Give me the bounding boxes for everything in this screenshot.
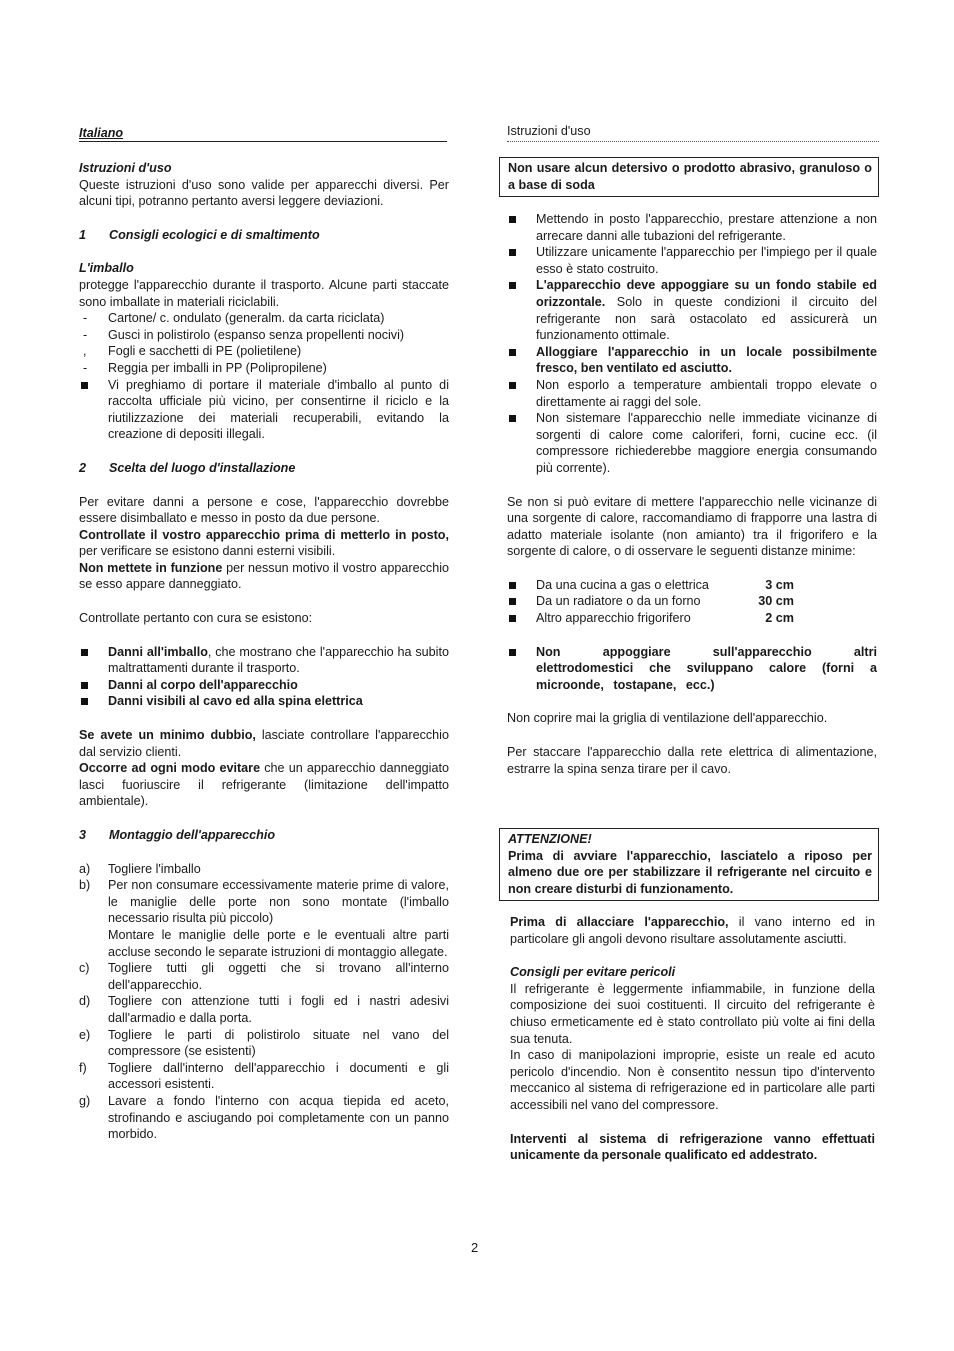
list-item: - Gusci in polistirolo (espanso senza propellenti nocivi): [83, 327, 405, 342]
list-item: - Cartone/ c. ondulato (generalm. da carta riciclata): [83, 311, 385, 326]
list-item: Non esporlo a temperature ambientali troppo elevate o direttamente ai raggi del sole.: [507, 377, 877, 410]
list-item: Da un radiatore o da un forno 30 cm: [507, 593, 877, 610]
list-item: c) Togliere tutti gli oggetti che si trovano all'interno dell'apparecchio.: [79, 961, 449, 992]
placement-list: [507, 211, 877, 477]
attention-title: ATTENZIONE!: [508, 832, 592, 846]
danger-para-2: In caso di manipolazioni improprie, esiste un reale ed acuto pericolo d'incendio. Non è consentito nessun tipo d'intervento meccanico al sistema di refrigerazione ed in particolare alle parti accessibili nel vano del compressore.: [510, 1048, 875, 1112]
imballo-title: L'imballo: [79, 261, 134, 276]
check-list: [79, 644, 449, 710]
list-item: e) Togliere le parti di polistirolo situate nel vano del compressore (se esistenti): [79, 1027, 449, 1059]
bullet-square-icon: [509, 582, 516, 589]
bullet-square-icon: [509, 349, 516, 356]
distance-list: [507, 577, 877, 627]
page-number: 2: [471, 1240, 479, 1255]
list-item: Mettendo in posto l'apparecchio, prestare attenzione a non arrecare danni alle tubazioni del refrigerante.: [507, 211, 877, 244]
list-item: - Reggia per imballi in PP (Polipropilene): [83, 360, 327, 375]
sec2-para-3: Non mettete in funzione per nessun motivo il vostro apparecchio se esso appare danneggiato.: [79, 560, 450, 592]
list-item: Danni all'imballo, che mostrano che l'apparecchio ha subito maltrattamenti durante il trasporto.: [79, 644, 449, 677]
list-item: d) Togliere con attenzione tutti i fogli ed i nastri adesivi dall'armadio e dalla porta.: [79, 994, 449, 1025]
attention-box: [499, 828, 879, 901]
list-item: g) Lavare a fondo l'interno con acqua tiepida ed aceto, strofinando e asciugando poi completamente con un panno morbido.: [79, 1093, 449, 1142]
left-column: [79, 160, 449, 1143]
list-item: L'apparecchio deve appoggiare su un fondo stabile ed orizzontale. Solo in queste condizioni il circuito del refrigerante non sarà ostacolato ed assicurerà un funzionamento ottimale.: [507, 277, 877, 343]
list-item: a) Togliere l'imballo: [79, 861, 201, 876]
doubt-para: Se avete un minimo dubbio, lasciate controllare l'apparecchio dal servizio clienti.: [79, 728, 449, 759]
bullet-square-icon: [81, 698, 88, 705]
bullet-square-icon: [81, 682, 88, 689]
detergent-warning-box: Non usare alcun detersivo o prodotto abrasivo, granuloso o a base di soda: [499, 157, 879, 197]
bullet-square-icon: [509, 649, 516, 656]
list-item: Alloggiare l'apparecchio in un locale possibilmente fresco, ben ventilato ed asciutto.: [507, 344, 877, 377]
section-1-heading: 1 Consigli ecologici e di smaltimento: [79, 227, 320, 242]
bullet-square-icon: [509, 282, 516, 289]
bullet-square-icon: [509, 216, 516, 223]
list-item: , Fogli e sacchetti di PE (polietilene): [83, 344, 302, 359]
check-intro: Controllate pertanto con cura se esistono:: [79, 611, 313, 626]
dry-interior-para: Prima di allacciare l'apparecchio, il vano interno ed in particolare gli angoli devono risultare assolutamente asciutti.: [510, 915, 876, 946]
list-item: Danni visibili al cavo ed alla spina elettrica: [79, 693, 449, 710]
danger-title: Consigli per evitare pericoli: [510, 965, 676, 980]
right-column: [507, 211, 877, 777]
list-item: Utilizzare unicamente l'apparecchio per l'impiego per il quale esso è stato costruito.: [507, 244, 877, 277]
intro-text: Queste istruzioni d'uso sono valide per apparecchi diversi. Per alcuni tipi, potranno pertanto aversi leggere deviazioni.: [79, 177, 449, 209]
bullet-square-icon: [509, 615, 516, 622]
imballo-text: protegge l'apparecchio durante il trasporto. Alcune parti staccate sono imballate in materiali riciclabili.: [79, 277, 449, 309]
steps-list: [79, 861, 449, 1143]
section-language-label: Italiano: [79, 126, 124, 140]
list-item: Non sistemare l'apparecchio nelle immediate vicinanze di sorgenti di calore come caloriferi, forni, cucine ecc. (il compressore richiederebbe maggiore energia consumando più corrente).: [507, 410, 877, 476]
section-2-heading: 2 Scelta del luogo d'installazione: [79, 460, 296, 475]
list-item: Vi preghiamo di portare il materiale d'imballo al punto di raccolta ufficiale più vicino, per consentirne il riciclo e la riutilizzazione dei materiali recuperabili, evitando la creazione di depositi illegali.: [79, 377, 449, 443]
appliance-list: [507, 644, 877, 694]
danger-para-1: Il refrigerante è leggermente infiammabile, in funzione della composizione dei suoi costituenti. Il circuito del refrigerante è chiuso ermeticamente ed è stato controllato più volte ai fini della sua tenuta.: [510, 981, 875, 1046]
list-item: Danni al corpo dell'apparecchio: [79, 677, 449, 694]
unplug-para: Per staccare l'apparecchio dalla rete elettrica di alimentazione, estrarre la spina senza tirare per il cavo.: [507, 745, 877, 776]
list-item: b) Per non consumare eccessivamente materie prime di valore, le maniglie delle porte non sono montate (l'imballo necessario risulta più piccolo) Montare le maniglie delle porte e le eventuali altre parti accluse secondo le separate istruzioni di montaggio allegate.: [79, 878, 449, 959]
right-column-lower: [510, 914, 875, 1164]
heat-source-para: Se non si può evitare di mettere l'apparecchio nelle vicinanze di una sorgente di calore, raccomandiamo di frapporre una lastra di adatto materiale isolante (non amianto) tra il frigorifero e la sorgente di calore, o di osservare le seguenti distanze minime:: [507, 494, 877, 559]
header-rule-right: [507, 141, 879, 142]
bullet-square-icon: [509, 249, 516, 256]
attention-text: Prima di avviare l'apparecchio, lasciatelo a riposo per almeno due ore per stabilizzare il refrigerante nel circuito e non creare disturbi di funzionamento.: [508, 848, 872, 896]
list-item: Non appoggiare sull'apparecchio altri elettrodomestici che sviluppano calore (forni a microonde, tostapane, ecc.): [507, 644, 877, 694]
bullet-square-icon: [509, 415, 516, 422]
ventilation-para: Non coprire mai la griglia di ventilazione dell'apparecchio.: [507, 711, 828, 726]
bullet-square-icon: [509, 598, 516, 605]
bullet-square-icon: [509, 382, 516, 389]
header-rule-left: [79, 141, 447, 142]
list-item: Altro apparecchio frigorifero 2 cm: [507, 610, 877, 627]
list-item: f) Togliere dall'interno dell'apparecchio i documenti e gli accessori esistenti.: [79, 1060, 449, 1092]
header-title: Istruzioni d'uso: [507, 124, 591, 138]
bullet-square-icon: [81, 382, 88, 389]
sec2-para-2: Controllate il vostro apparecchio prima di metterlo in posto, per verificare se esistono danni esterni visibili.: [79, 527, 449, 559]
materials-list: [79, 310, 449, 443]
avoid-para: Occorre ad ogni modo evitare che un apparecchio danneggiato lasci fuoriuscire il refrigerante (limitazione dell'impatto ambientale).: [79, 761, 449, 809]
final-note: Interventi al sistema di refrigerazione vanno effettuati unicamente da personale qualificato ed addestrato.: [510, 1131, 875, 1163]
intro-title: Istruzioni d'uso: [79, 161, 172, 175]
section-3-heading: 3 Montaggio dell'apparecchio: [79, 828, 276, 842]
sec2-para-1: Per evitare danni a persone e cose, l'apparecchio dovrebbe essere disimballato e messo in posto da due persone.: [79, 494, 449, 526]
bullet-square-icon: [81, 649, 88, 656]
list-item: Da una cucina a gas o elettrica 3 cm: [507, 577, 877, 594]
